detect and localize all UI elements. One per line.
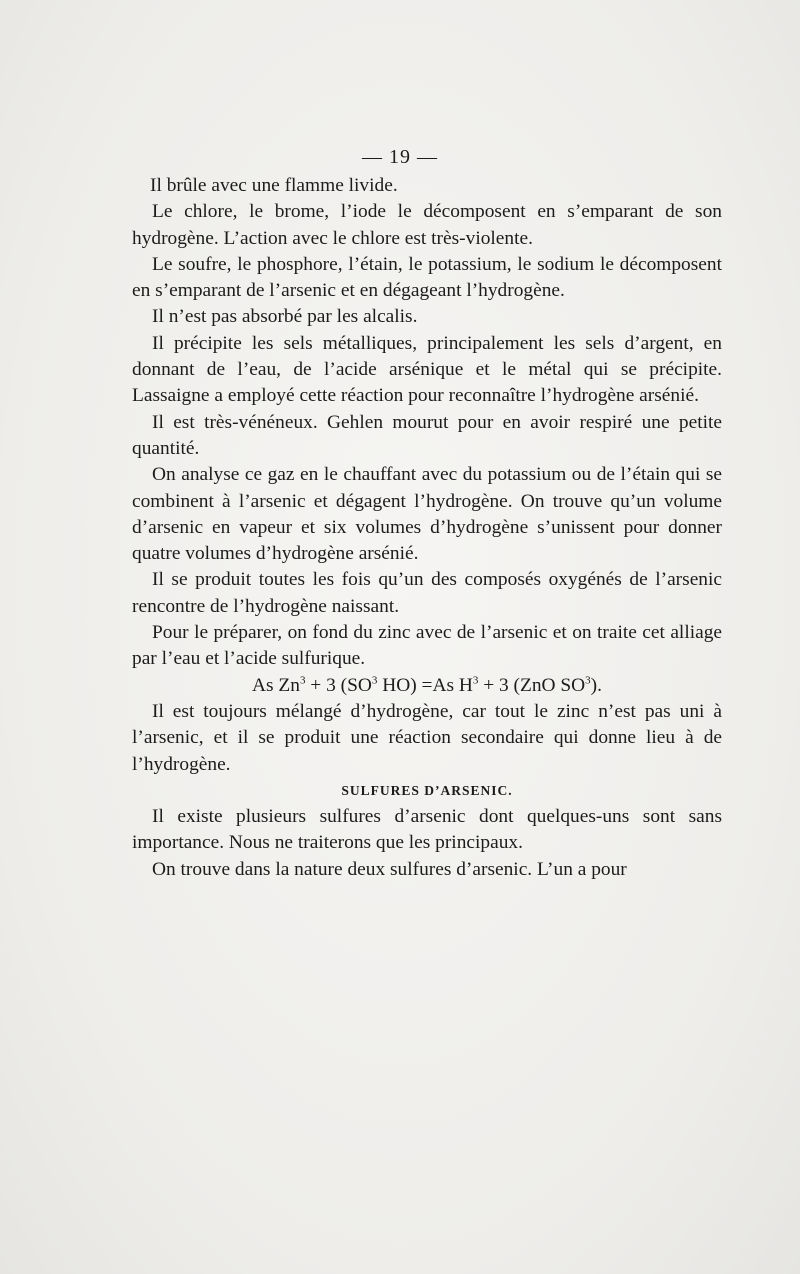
paragraph: Le soufre, le phosphore, l’étain, le potassium, le sodium le décomposent en s’emparant de l’arsenic et en dégageant l’hydrogène. bbox=[132, 253, 722, 302]
section-heading: SULFURES D’ARSENIC. bbox=[341, 782, 513, 798]
formula-part: HO) =As H bbox=[377, 674, 473, 696]
formula-subscript: 3 bbox=[472, 674, 479, 687]
chemical-formula bbox=[132, 673, 722, 699]
paragraph: On analyse ce gaz en le chauffant avec du potassium ou de l’étain qui se combinent à l’arsenic et dégagent l’hydrogène. On trouve qu’un volume d’arsenic en vapeur et six volumes d’hydrogène s’unissent pour donner quatre volumes d’hydrogène arsénié. bbox=[132, 464, 722, 565]
paragraph: Il est toujours mélangé d’hydrogène, car tout le zinc n’est pas uni à l’arsenic, et il se produit une réaction secondaire qui donne lieu à de l’hydrogène. bbox=[132, 700, 722, 775]
formula-part: ). bbox=[590, 674, 602, 696]
formula-part: + 3 (SO bbox=[305, 674, 372, 696]
paragraph: Le chlore, le brome, l’iode le décomposent en s’emparant de son hydrogène. L’action avec le chlore est très-violente. bbox=[132, 201, 722, 249]
paragraph: Il brûle avec une flamme livide. bbox=[150, 175, 398, 196]
body-text bbox=[132, 173, 722, 883]
formula-subscript: 3 bbox=[371, 674, 378, 687]
paragraph: Il est très-vénéneux. Gehlen mourut pour en avoir respiré une petite quantité. bbox=[132, 411, 722, 459]
page-number: — 19 — bbox=[362, 146, 438, 168]
paragraph: On trouve dans la nature deux sulfures d’arsenic. L’un a pour bbox=[152, 858, 627, 880]
paragraph: Il précipite les sels métalliques, principalement les sels d’argent, en donnant de l’eau, de l’acide arsénique et le métal qui se précipite. Lassaigne a employé cette réaction pour reconnaître l’hydrogène arsénié. bbox=[132, 332, 722, 407]
paragraph: Pour le préparer, on fond du zinc avec de l’arsenic et on traite cet alliage par l’eau et l’acide sulfurique. bbox=[132, 622, 722, 670]
formula-part: As Zn bbox=[252, 674, 300, 696]
paragraph: Il se produit toutes les fois qu’un des composés oxygénés de l’arsenic rencontre de l’hydrogène naissant. bbox=[132, 569, 722, 617]
formula-part: + 3 (ZnO SO bbox=[478, 674, 586, 696]
formula-subscript: 3 bbox=[585, 674, 591, 687]
paragraph: Il n’est pas absorbé par les alcalis. bbox=[152, 306, 418, 328]
formula-subscript: 3 bbox=[299, 674, 306, 687]
paragraph: Il existe plusieurs sulfures d’arsenic dont quelques-uns sont sans importance. Nous ne traiterons que les principaux. bbox=[132, 806, 722, 854]
